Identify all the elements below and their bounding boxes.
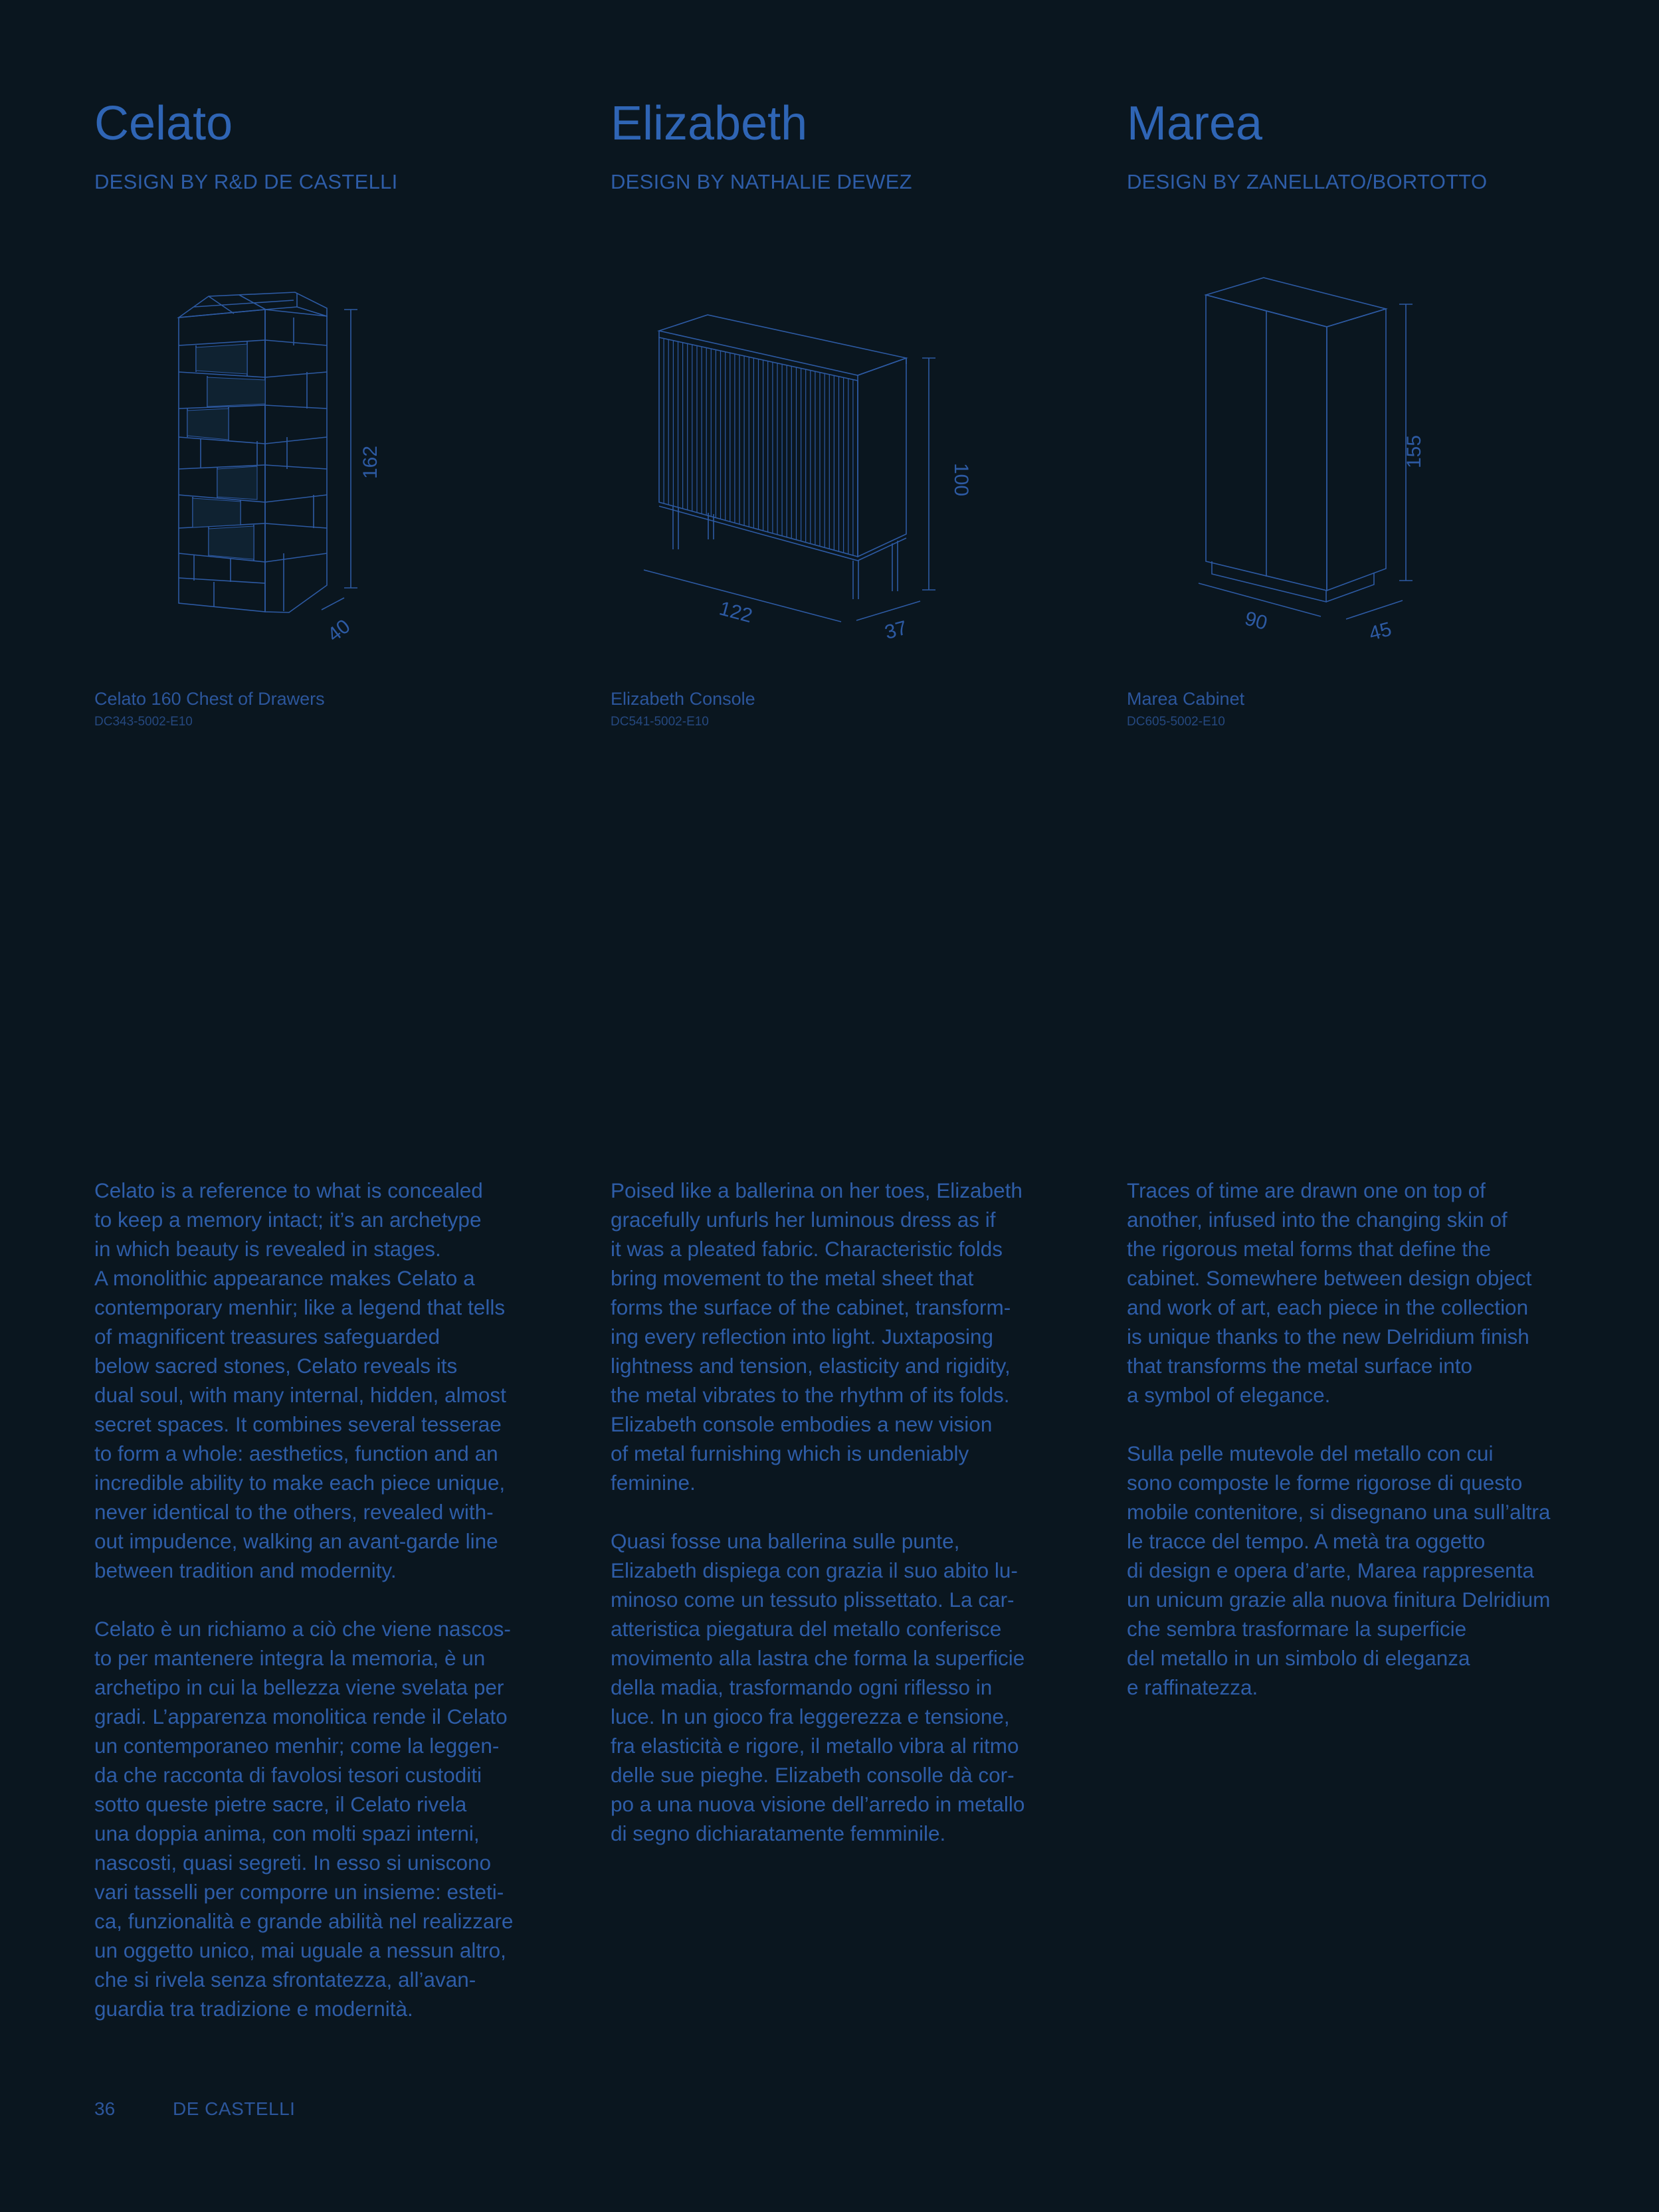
celato-line-drawing	[94, 266, 533, 664]
product-code: DC343-5002-E10	[94, 715, 193, 729]
product-code: DC605-5002-E10	[1127, 715, 1225, 729]
elizabeth-line-drawing	[611, 266, 1049, 664]
product-code: DC541-5002-E10	[611, 715, 709, 729]
description-english: Traces of time are drawn one on top of another, infused into the changing skin of the rigorous metal forms that define the cabinet. Somewhere between design object and work of art, each piece in the collection is unique thanks to the new Delridium finish that transforms the metal surface into a symbol of elegance.	[1127, 1178, 1532, 1407]
product-name: Elizabeth Console	[611, 689, 755, 709]
designer-credit: DESIGN BY ZANELLATO/BORTOTTO	[1127, 170, 1488, 193]
designer-credit: DESIGN BY NATHALIE DEWEZ	[611, 170, 912, 193]
marea-line-drawing	[1127, 266, 1565, 664]
description-english: Celato is a reference to what is concealed to keep a memory intact; it’s an archetype in which beauty is revealed in stages. A monolithic appearance makes Celato a contemporary menhir; like a legend that tells of magnificent treasures safeguarded below sacred stones, Celato reveals its dual soul, with many internal, hidden, almost secret spaces. It combines several tesserae to form a whole: aesthetics, function and an incredible ability to make each piece unique, never identical to the others, revealed with- out impudence, walking an avant-garde line between tradition and modernity.	[94, 1178, 506, 1582]
dimension-width: 122	[717, 597, 755, 628]
dimension-height: 155	[1403, 434, 1425, 469]
product-name: Celato 160 Chest of Drawers	[94, 689, 325, 709]
description-italian: Sulla pelle mutevole del metallo con cui sono composte le forme rigorose di questo mobile contenitore, si disegnano una sull’altra le tracce del tempo. A metà tra oggetto di design e opera d’arte, Marea rappresenta un unicum grazie alla nuova finitura Delridium che sembra trasformare la superficie del metallo in un simbolo di eleganza e raffinatezza.	[1127, 1441, 1551, 1699]
dimension-depth: 45	[1367, 618, 1394, 646]
description	[611, 1176, 1076, 1877]
product-title: Celato	[94, 97, 233, 150]
product-title: Marea	[1127, 97, 1263, 150]
description-italian: Celato è un richiamo a ciò che viene nascos- to per mantenere integra la memoria, è un archetipo in cui la bellezza viene svelata per gradi. L’apparenza monolitica rende il Celato un contemporaneo menhir; come la leggen- da che racconta di favolosi tesori custoditi sotto queste pietre sacre, il Celato rivela una doppia anima, con molti spazi interni, nascosti, quasi segreti. In esso si uniscono vari tasselli per comporre un insieme: esteti- ca, funzionalità e grande abilità nel realizzare un oggetto unico, mai uguale a nessun altro, che si rivela senza sfrontatezza, all’avan- guardia tra tradizione e modernità.	[94, 1617, 514, 2021]
dimension-depth: 37	[882, 616, 910, 644]
dimension-height: 100	[950, 462, 972, 497]
brand-name: DE CASTELLI	[173, 2098, 296, 2119]
product-name: Marea Cabinet	[1127, 689, 1245, 709]
dimension-width: 90	[1242, 607, 1270, 635]
dimension-height: 162	[359, 445, 381, 480]
description	[94, 1176, 559, 2053]
description-english: Poised like a ballerina on her toes, Elizabeth gracefully unfurls her luminous dress as if it was a pleated fabric. Characteristic folds bring movement to the metal sheet that forms the surface of the cabinet, transform- ing every reflection into light. Juxtaposing lightness and tension, elasticity and rigidity, the metal vibrates to the rhythm of its folds. Elizabeth console embodies a new vision of metal furnishing which is undeniably feminine.	[611, 1178, 1023, 1495]
description	[1127, 1176, 1592, 1731]
description-italian: Quasi fosse una ballerina sulle punte, Elizabeth dispiega con grazia il suo abito lu- minoso come un tessuto plissettato. La car- atteristica piegatura del metallo conferisce movimento alla lastra che forma la superficie della madia, trasformando ogni riflesso in luce. In un gioco fra leggerezza e tensione, fra elasticità e rigore, il metallo vibra al ritmo delle sue pieghe. Elizabeth consolle dà cor- po a una nuova visione dell’arredo in metallo di segno dichiaratamente femminile.	[611, 1529, 1025, 1845]
designer-credit: DESIGN BY R&D DE CASTELLI	[94, 170, 398, 193]
dimension-depth: 40	[323, 615, 355, 646]
page-number: 36	[94, 2098, 116, 2119]
product-title: Elizabeth	[611, 97, 808, 150]
